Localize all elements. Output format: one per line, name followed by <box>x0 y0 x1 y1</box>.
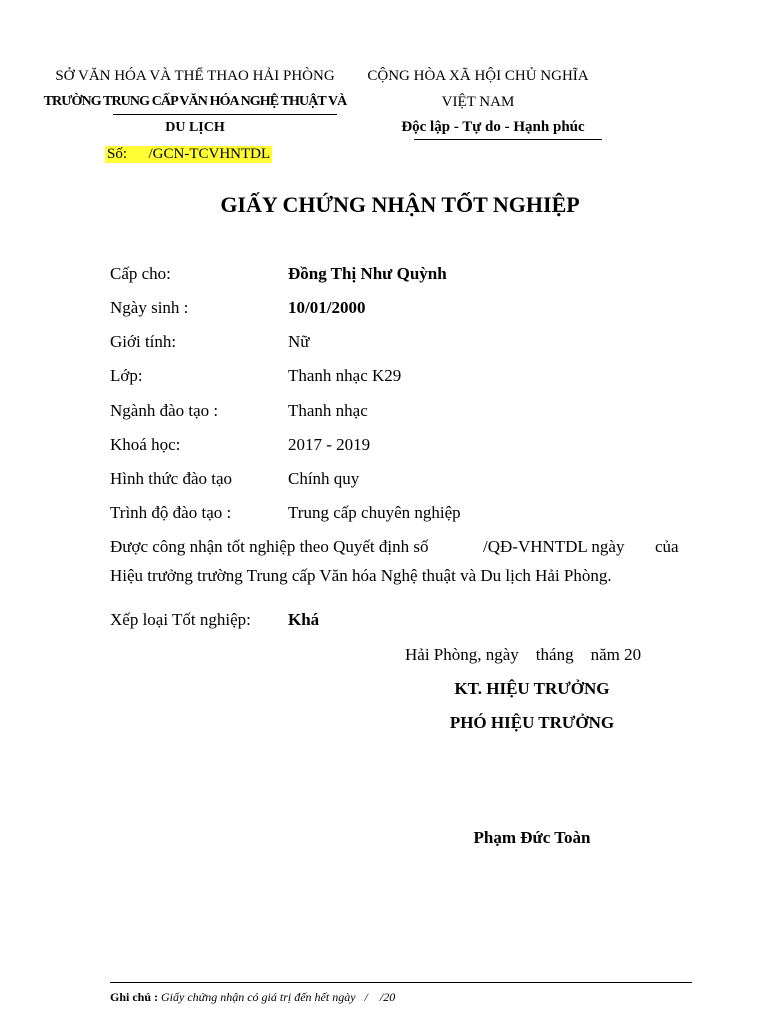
document-number-label: Số: <box>107 146 128 162</box>
document-number <box>105 146 272 163</box>
decision-text-line2: Hiệu trưởng trường Trung cấp Văn hóa Nghệ thuật và Du lịch Hải Phòng. <box>110 566 612 585</box>
motto-underline <box>414 139 602 140</box>
field-value-training-level: Trung cấp chuyên nghiệp <box>288 503 461 522</box>
footnote-text: Giấy chứng nhận có giá trị đến hết ngày / /20 <box>161 990 396 1004</box>
nation-name: CỘNG HÒA XÃ HỘI CHỦ NGHĨA <box>367 68 589 84</box>
field-value-issued-to: Đồng Thị Như Quỳnh <box>288 264 447 283</box>
field-value-gender: Nữ <box>288 332 310 351</box>
field-value-course: 2017 - 2019 <box>288 435 371 454</box>
field-label-major: Ngành đào tạo : <box>110 401 219 420</box>
decision-text-part2: /QĐ-VHNTDL ngày <box>483 537 625 556</box>
field-label-gender: Giới tính: <box>110 332 177 351</box>
field-value-major: Thanh nhạc <box>288 401 368 420</box>
field-value-training-form: Chính quy <box>288 469 360 488</box>
place-date: Hải Phòng, ngày tháng năm 20 <box>405 645 642 664</box>
footnote <box>110 990 395 1005</box>
field-label-issued-to: Cấp cho: <box>110 264 171 283</box>
decision-text-part1: Được công nhận tốt nghiệp theo Quyết định số <box>110 537 429 556</box>
motto: Độc lập - Tự do - Hạnh phúc <box>401 119 585 135</box>
signer-title-1: KT. HIỆU TRƯỞNG <box>454 679 610 698</box>
signer-name: Phạm Đức Toàn <box>473 828 591 847</box>
footnote-label: Ghi chú : <box>110 990 159 1004</box>
school-name-cont: DU LỊCH <box>165 120 225 135</box>
field-label-class: Lớp: <box>110 366 143 385</box>
signer-title-2: PHÓ HIỆU TRƯỞNG <box>449 713 615 732</box>
field-label-training-form: Hình thức đào tạo <box>110 469 233 488</box>
field-value-birth-date: 10/01/2000 <box>288 298 366 317</box>
footnote-divider <box>110 982 692 983</box>
document-number-value: /GCN-TCVHNTDL <box>148 146 271 162</box>
school-name-underline <box>113 114 337 115</box>
classification-value: Khá <box>288 610 320 629</box>
department-name: SỞ VĂN HÓA VÀ THỂ THAO HẢI PHÒNG <box>55 68 335 84</box>
field-label-course: Khoá học: <box>110 435 181 454</box>
field-label-birth-date: Ngày sinh : <box>110 298 189 317</box>
classification-label: Xếp loại Tốt nghiệp: <box>110 610 251 629</box>
decision-text-part3: của <box>655 537 679 556</box>
certificate-title: GIẤY CHỨNG NHẬN TỐT NGHIỆP <box>220 192 580 217</box>
field-label-training-level: Trình độ đào tạo : <box>110 503 232 522</box>
field-value-class: Thanh nhạc K29 <box>288 366 402 385</box>
nation-name-cont: VIỆT NAM <box>441 94 515 110</box>
school-name: TRƯỜNG TRUNG CẤP VĂN HÓA NGHỆ THUẬT VÀ <box>43 94 347 109</box>
